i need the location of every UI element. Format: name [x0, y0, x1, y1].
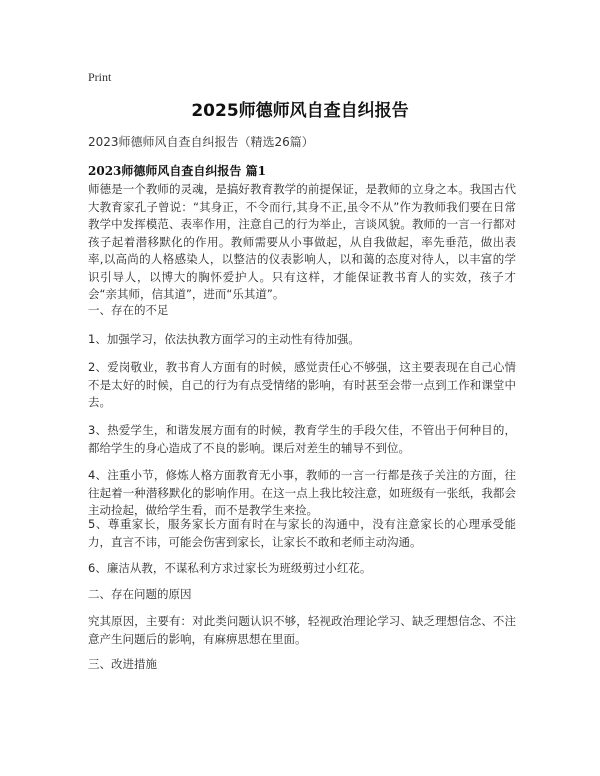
intro-paragraph: 师德是一个教师的灵魂，是搞好教育教学的前提保证，是教师的立身之本。我国古代大教育家孔子曾说：“其身正，不令而行,其身不正,虽令不从”作为教师我们要在日常教学中发挥模范、表率作用，注意自己的行为举止，言谈风貌。教师的一言一行都对孩子起着潜移默化的作用。教师需要从小事做起，从自我做起，率先垂范，做出表率,以高尚的人格感染人，以整洁的仪表影响人，以和蔼的态度对待人，以丰富的学识引导人，以博大的胸怀爱护人。只有这样，才能保证教书育人的实效，孩子才会“亲其师，信其道”，进而“乐其道”。: [88, 182, 516, 301]
list-item: 6、廉洁从教，不谋私利方求过家长为班级剪过小红花。: [88, 561, 372, 575]
heading-causes: 二、存在问题的原因: [88, 587, 192, 601]
section-heading: 2023师德师风自查自纠报告 篇1: [88, 164, 266, 178]
heading-shortcomings: 一、存在的不足: [88, 303, 169, 317]
list-item: 3、热爱学生，和谐发展方面有的时候，教育学生的手段欠佳，不管出于何种目的，都给学生的身心造成了不良的影响。课后对差生的辅导不到位。: [88, 423, 516, 455]
heading-improvements: 三、改进措施: [88, 657, 157, 671]
list-item: 5、尊重家长，服务家长方面有时在与家长的沟通中，没有注意家长的心理承受能力，直言不讳，可能会伤害到家长，让家长不敢和老师主动沟通。: [88, 517, 516, 549]
print-link[interactable]: Print: [88, 70, 112, 84]
document-subtitle: 2023师德师风自查自纠报告（精选26篇）: [88, 135, 314, 149]
list-item: 4、注重小节，修炼人格方面教育无小事，教师的一言一行都是孩子关注的方面，往往起着一种潜移默化的影响作用。在这一点上我比较注意，如班级有一张纸，我都会主动捡起，做给学生看，而不是教学生来捡。: [88, 468, 516, 517]
list-item: 2、爱岗敬业，教书育人方面有的时候，感觉责任心不够强，这主要表现在自己心情不是太好的时候，自己的行为有点受情绪的影响，有时甚至会带一点到工作和课堂中去。: [88, 360, 516, 409]
page-title: 2025师德师风自查自纠报告: [191, 101, 409, 121]
list-item: 1、加强学习，依法执教方面学习的主动性有待加强。: [88, 332, 360, 346]
causes-paragraph: 究其原因，主要有：对此类问题认识不够，轻视政治理论学习、缺乏理想信念、不注意产生问题后的影响，有麻痹思想在里面。: [88, 614, 516, 646]
